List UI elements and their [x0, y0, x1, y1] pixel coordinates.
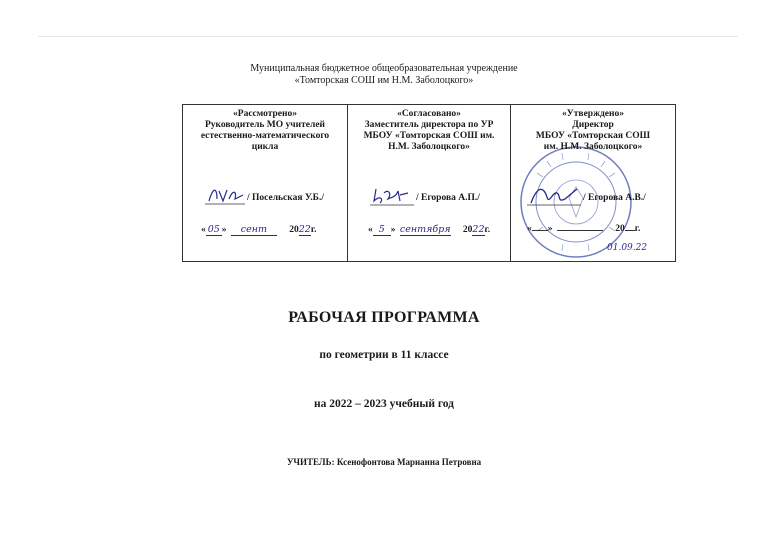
org-line-1: Муниципальная бюджетное общеобразовательная учреждение	[250, 63, 518, 74]
signature-row	[370, 193, 480, 211]
signer-name: / Егорова А.П./	[416, 193, 480, 203]
signer-name: / Егорова А.В./	[583, 193, 646, 203]
heading-line: естественно-математического	[200, 131, 330, 141]
approval-table	[182, 104, 676, 262]
column-heading	[183, 109, 347, 153]
year-prefix: 20	[289, 225, 299, 235]
academic-year: на 2022 – 2023 учебный год	[314, 398, 454, 410]
document-title: РАБОЧАЯ ПРОГРАММА	[288, 309, 480, 326]
year-end: г.	[310, 225, 317, 235]
heading-line: «Утверждено»	[562, 109, 624, 119]
date-row	[368, 224, 490, 236]
teacher-name: УЧИТЕЛЬ: Ксенофонтова Марианна Петровна	[286, 457, 482, 467]
signature-scribble	[527, 183, 581, 209]
date-row	[527, 224, 640, 234]
heading-line: Руководитель МО учителей	[204, 120, 326, 130]
quote-close: »	[221, 225, 227, 235]
heading-line: Н.М. Заболоцкого»	[388, 142, 470, 152]
column-heading	[511, 109, 675, 153]
organization-header	[0, 63, 768, 87]
year-suffix: 22	[472, 224, 485, 235]
quote-open: «	[368, 225, 373, 235]
signature-row	[527, 193, 646, 211]
heading-line: «Согласовано»	[397, 109, 461, 119]
date-day: 5	[378, 224, 385, 235]
quote-open: «	[527, 224, 532, 234]
org-line-2: «Томторская СОШ им Н.М. Заболоцкого»	[294, 75, 474, 86]
approval-column-approved	[511, 105, 675, 261]
date-month: сент	[240, 224, 267, 235]
heading-line: Директор	[572, 120, 614, 130]
quote-close: »	[390, 225, 396, 235]
date-day: 05	[207, 224, 220, 235]
subject-grade: по геометрии в 11 классе	[319, 349, 449, 361]
year-end: г.	[634, 224, 641, 234]
date-month: сентября	[399, 224, 451, 235]
approval-column-agreed	[348, 105, 511, 261]
signature-scribble	[205, 185, 245, 207]
handwritten-date: 01.09.22	[607, 243, 648, 253]
year-prefix: 20	[615, 224, 625, 234]
heading-line: МБОУ «Томторская СОШ	[535, 131, 651, 141]
signature-row	[205, 193, 324, 211]
signature-scribble	[370, 185, 414, 209]
year-end: г.	[484, 225, 491, 235]
heading-line: цикла	[251, 142, 279, 152]
heading-line: МБОУ «Томторская СОШ им.	[363, 131, 495, 141]
heading-line: «Рассмотрено»	[233, 109, 297, 119]
quote-close: »	[547, 224, 553, 234]
quote-open: «	[201, 225, 206, 235]
top-rule	[38, 36, 738, 37]
approval-column-reviewed	[183, 105, 348, 261]
column-heading	[348, 109, 510, 153]
signer-name: / Посельская У.Б./	[247, 193, 324, 203]
heading-line: Заместитель директора по УР	[364, 120, 494, 130]
year-prefix: 20	[462, 225, 473, 235]
heading-line: им. Н.М. Заболоцкого»	[543, 142, 643, 152]
date-row	[201, 224, 316, 236]
year-suffix: 22	[298, 224, 311, 235]
